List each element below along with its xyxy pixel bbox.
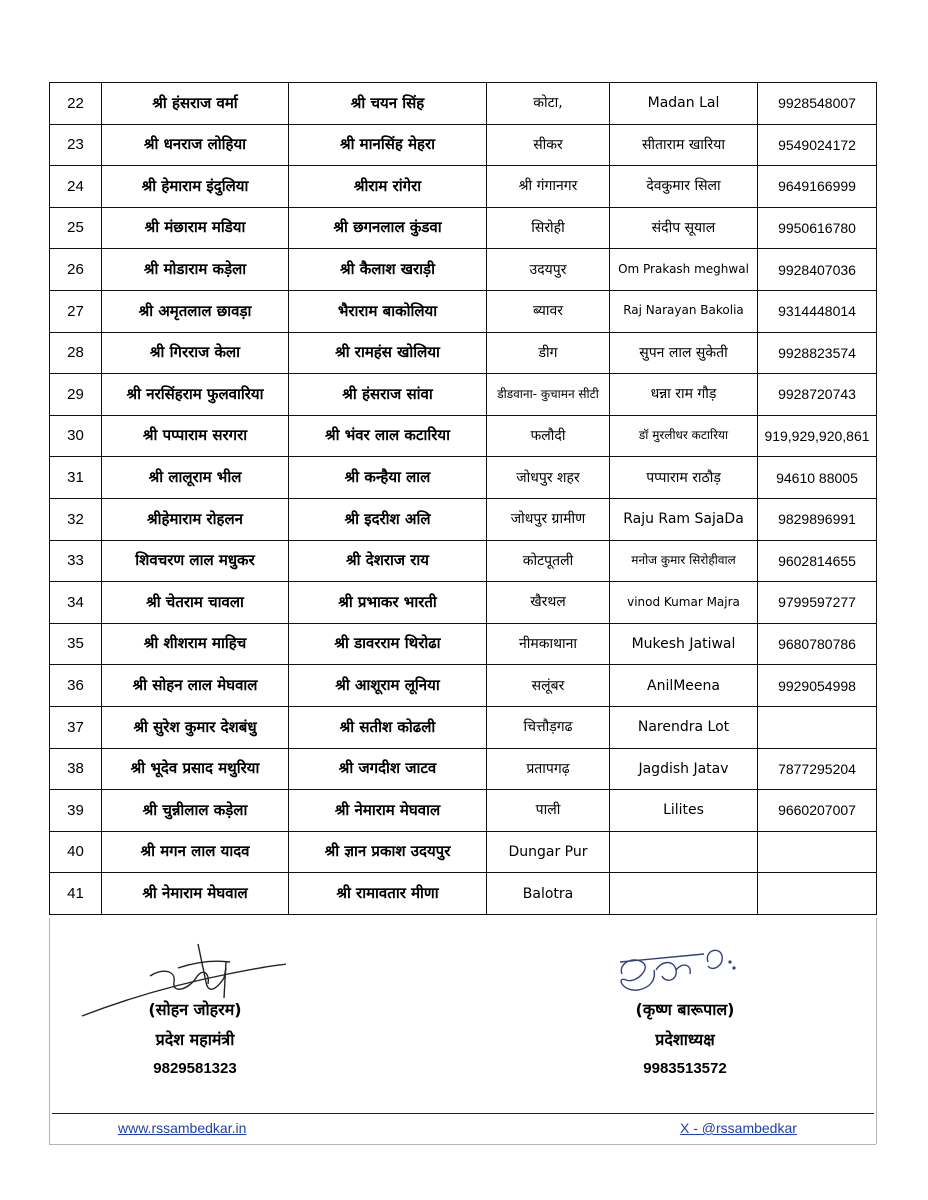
serial-number-cell: 34	[50, 582, 102, 624]
phone-number-cell: 9829896991	[758, 498, 877, 540]
district-cell: जोधपुर ग्रामीण	[487, 498, 610, 540]
member-name-cell: श्रीहेमाराम रोहलन	[102, 498, 289, 540]
member-name-cell: श्री चुन्नीलाल कड़ेला	[102, 790, 289, 832]
serial-number-cell: 37	[50, 706, 102, 748]
contact-person-cell: डॉ मुरलीधर कटारिया	[610, 415, 758, 457]
serial-number-cell: 38	[50, 748, 102, 790]
contact-person-cell: संदीप सूयाल	[610, 207, 758, 249]
guardian-name-cell: श्री जगदीश जाटव	[289, 748, 487, 790]
serial-number-cell: 23	[50, 124, 102, 166]
phone-number-cell: 9680780786	[758, 623, 877, 665]
district-cell: Dungar Pur	[487, 831, 610, 873]
district-cell: डीग	[487, 332, 610, 374]
guardian-name-cell: श्री नेमाराम मेघवाल	[289, 790, 487, 832]
district-cell: प्रतापगढ़	[487, 748, 610, 790]
phone-number-cell	[758, 873, 877, 915]
district-cell: सीकर	[487, 124, 610, 166]
right-signatory-designation: प्रदेशाध्यक्ष	[655, 1030, 715, 1049]
district-cell: डीडवाना- कुचामन सीटी	[487, 374, 610, 416]
contact-person-cell: Madan Lal	[610, 83, 758, 125]
serial-number-cell: 24	[50, 166, 102, 208]
serial-number-cell: 26	[50, 249, 102, 291]
table-row	[50, 582, 877, 624]
phone-number-cell: 9649166999	[758, 166, 877, 208]
serial-number-cell: 35	[50, 623, 102, 665]
member-name-cell: श्री नेमाराम मेघवाल	[102, 873, 289, 915]
phone-number-cell: 9799597277	[758, 582, 877, 624]
table-row	[50, 332, 877, 374]
phone-number-cell: 9549024172	[758, 124, 877, 166]
member-name-cell: श्री मगन लाल यादव	[102, 831, 289, 873]
phone-number-cell: 7877295204	[758, 748, 877, 790]
member-name-cell: श्री भूदेव प्रसाद मथुरिया	[102, 748, 289, 790]
district-cell: सिरोही	[487, 207, 610, 249]
district-cell: उदयपुर	[487, 249, 610, 291]
table-row	[50, 790, 877, 832]
table-row	[50, 207, 877, 249]
member-name-cell: श्री नरसिंहराम फुलवारिया	[102, 374, 289, 416]
district-cell: नीमकाथाना	[487, 623, 610, 665]
phone-number-cell	[758, 831, 877, 873]
guardian-name-cell: भैराराम बाकोलिया	[289, 290, 487, 332]
phone-number-cell: 9314448014	[758, 290, 877, 332]
contact-person-cell: AnilMeena	[610, 665, 758, 707]
serial-number-cell: 41	[50, 873, 102, 915]
table-row	[50, 706, 877, 748]
contact-person-cell: देवकुमार सिला	[610, 166, 758, 208]
guardian-name-cell: श्री रामावतार मीणा	[289, 873, 487, 915]
member-name-cell: श्री गिरराज केला	[102, 332, 289, 374]
serial-number-cell: 30	[50, 415, 102, 457]
phone-number-cell: 9602814655	[758, 540, 877, 582]
member-name-cell: शिवचरण लाल मधुकर	[102, 540, 289, 582]
contact-person-cell: Narendra Lot	[610, 706, 758, 748]
district-cell: खैरथल	[487, 582, 610, 624]
table-row	[50, 873, 877, 915]
guardian-name-cell: श्री कैलाश खराड़ी	[289, 249, 487, 291]
footer-divider	[52, 1113, 874, 1114]
table-row	[50, 665, 877, 707]
district-cell: पाली	[487, 790, 610, 832]
phone-number-cell: 9660207007	[758, 790, 877, 832]
member-name-cell: श्री पप्पाराम सरगरा	[102, 415, 289, 457]
guardian-name-cell: श्री हंसराज सांवा	[289, 374, 487, 416]
table-row	[50, 290, 877, 332]
table-row	[50, 748, 877, 790]
members-table-body	[50, 83, 877, 915]
contact-person-cell: Om Prakash meghwal	[610, 249, 758, 291]
website-link[interactable]: www.rssambedkar.in	[118, 1120, 247, 1136]
contact-person-cell: Lilites	[610, 790, 758, 832]
table-row	[50, 831, 877, 873]
phone-number-cell: 919,929,920,861	[758, 415, 877, 457]
district-cell: फलौदी	[487, 415, 610, 457]
contact-person-cell: पप्पाराम राठौड़	[610, 457, 758, 499]
member-name-cell: श्री लालूराम भील	[102, 457, 289, 499]
serial-number-cell: 27	[50, 290, 102, 332]
guardian-name-cell: श्री प्रभाकर भारती	[289, 582, 487, 624]
serial-number-cell: 33	[50, 540, 102, 582]
left-signatory-designation: प्रदेश महामंत्री	[155, 1030, 235, 1049]
left-signatory-name: (सोहन जोहरम)	[148, 1000, 242, 1019]
district-cell: कोटा,	[487, 83, 610, 125]
district-cell: सलूंबर	[487, 665, 610, 707]
page-frame-right	[876, 918, 877, 1144]
serial-number-cell: 39	[50, 790, 102, 832]
phone-number-cell: 94610 88005	[758, 457, 877, 499]
left-signatory-phone: 9829581323	[153, 1060, 237, 1077]
right-signature-mark	[612, 940, 742, 1002]
contact-person-cell: Mukesh Jatiwal	[610, 623, 758, 665]
serial-number-cell: 40	[50, 831, 102, 873]
guardian-name-cell: श्री डावरराम थिरोढा	[289, 623, 487, 665]
member-name-cell: श्री हेमाराम इंदुलिया	[102, 166, 289, 208]
member-name-cell: श्री शीशराम माहिच	[102, 623, 289, 665]
phone-number-cell: 9950616780	[758, 207, 877, 249]
phone-number-cell: 9929054998	[758, 665, 877, 707]
contact-person-cell: Jagdish Jatav	[610, 748, 758, 790]
members-table	[49, 82, 877, 915]
district-cell: चित्तौड़गढ	[487, 706, 610, 748]
phone-number-cell: 9928407036	[758, 249, 877, 291]
member-name-cell: श्री मोडाराम कड़ेला	[102, 249, 289, 291]
serial-number-cell: 28	[50, 332, 102, 374]
member-name-cell: श्री चेतराम चावला	[102, 582, 289, 624]
contact-person-cell	[610, 831, 758, 873]
district-cell: श्री गंगानगर	[487, 166, 610, 208]
guardian-name-cell: श्री देशराज राय	[289, 540, 487, 582]
serial-number-cell: 22	[50, 83, 102, 125]
right-signatory-name: (कृष्ण बारूपाल)	[635, 1000, 735, 1019]
contact-person-cell: सीताराम खारिया	[610, 124, 758, 166]
table-row	[50, 457, 877, 499]
member-name-cell: श्री सोहन लाल मेघवाल	[102, 665, 289, 707]
guardian-name-cell: श्री आशूराम लूनिया	[289, 665, 487, 707]
left-signatory	[110, 998, 280, 1077]
social-handle-link[interactable]: X - @rssambedkar	[680, 1120, 797, 1136]
guardian-name-cell: श्री इदरीश अलि	[289, 498, 487, 540]
serial-number-cell: 29	[50, 374, 102, 416]
serial-number-cell: 25	[50, 207, 102, 249]
member-name-cell: श्री धनराज लोहिया	[102, 124, 289, 166]
contact-person-cell	[610, 873, 758, 915]
table-row	[50, 124, 877, 166]
guardian-name-cell: श्री कन्हैया लाल	[289, 457, 487, 499]
serial-number-cell: 32	[50, 498, 102, 540]
contact-person-cell: सुपन लाल सुकेती	[610, 332, 758, 374]
table-row	[50, 249, 877, 291]
member-name-cell: श्री सुरेश कुमार देशबंधु	[102, 706, 289, 748]
page-frame-bottom	[49, 1144, 876, 1145]
page-frame-left	[49, 918, 50, 1144]
district-cell: कोटपूतली	[487, 540, 610, 582]
table-row	[50, 498, 877, 540]
right-signatory	[600, 998, 770, 1077]
district-cell: जोधपुर शहर	[487, 457, 610, 499]
member-name-cell: श्री मंछाराम मडिया	[102, 207, 289, 249]
contact-person-cell: Raju Ram SajaDa	[610, 498, 758, 540]
table-row	[50, 623, 877, 665]
member-name-cell: श्री हंसराज वर्मा	[102, 83, 289, 125]
serial-number-cell: 36	[50, 665, 102, 707]
guardian-name-cell: श्री ज्ञान प्रकाश उदयपुर	[289, 831, 487, 873]
district-cell: ब्यावर	[487, 290, 610, 332]
guardian-name-cell: श्री भंवर लाल कटारिया	[289, 415, 487, 457]
district-cell: Balotra	[487, 873, 610, 915]
table-row	[50, 415, 877, 457]
table-row	[50, 374, 877, 416]
phone-number-cell	[758, 706, 877, 748]
right-signatory-phone: 9983513572	[643, 1060, 727, 1077]
guardian-name-cell: श्री सतीश कोढली	[289, 706, 487, 748]
phone-number-cell: 9928823574	[758, 332, 877, 374]
contact-person-cell: vinod Kumar Majra	[610, 582, 758, 624]
phone-number-cell: 9928720743	[758, 374, 877, 416]
contact-person-cell: Raj Narayan Bakolia	[610, 290, 758, 332]
table-row	[50, 83, 877, 125]
contact-person-cell: मनोज कुमार सिरोहीवाल	[610, 540, 758, 582]
guardian-name-cell: श्री छगनलाल कुंडवा	[289, 207, 487, 249]
phone-number-cell: 9928548007	[758, 83, 877, 125]
member-name-cell: श्री अमृतलाल छावड़ा	[102, 290, 289, 332]
guardian-name-cell: श्री रामहंस खोलिया	[289, 332, 487, 374]
guardian-name-cell: श्री चयन सिंह	[289, 83, 487, 125]
table-row	[50, 540, 877, 582]
guardian-name-cell: श्रीराम रांगेरा	[289, 166, 487, 208]
contact-person-cell: धन्ना राम गौड़	[610, 374, 758, 416]
serial-number-cell: 31	[50, 457, 102, 499]
table-row	[50, 166, 877, 208]
guardian-name-cell: श्री मानसिंह मेहरा	[289, 124, 487, 166]
